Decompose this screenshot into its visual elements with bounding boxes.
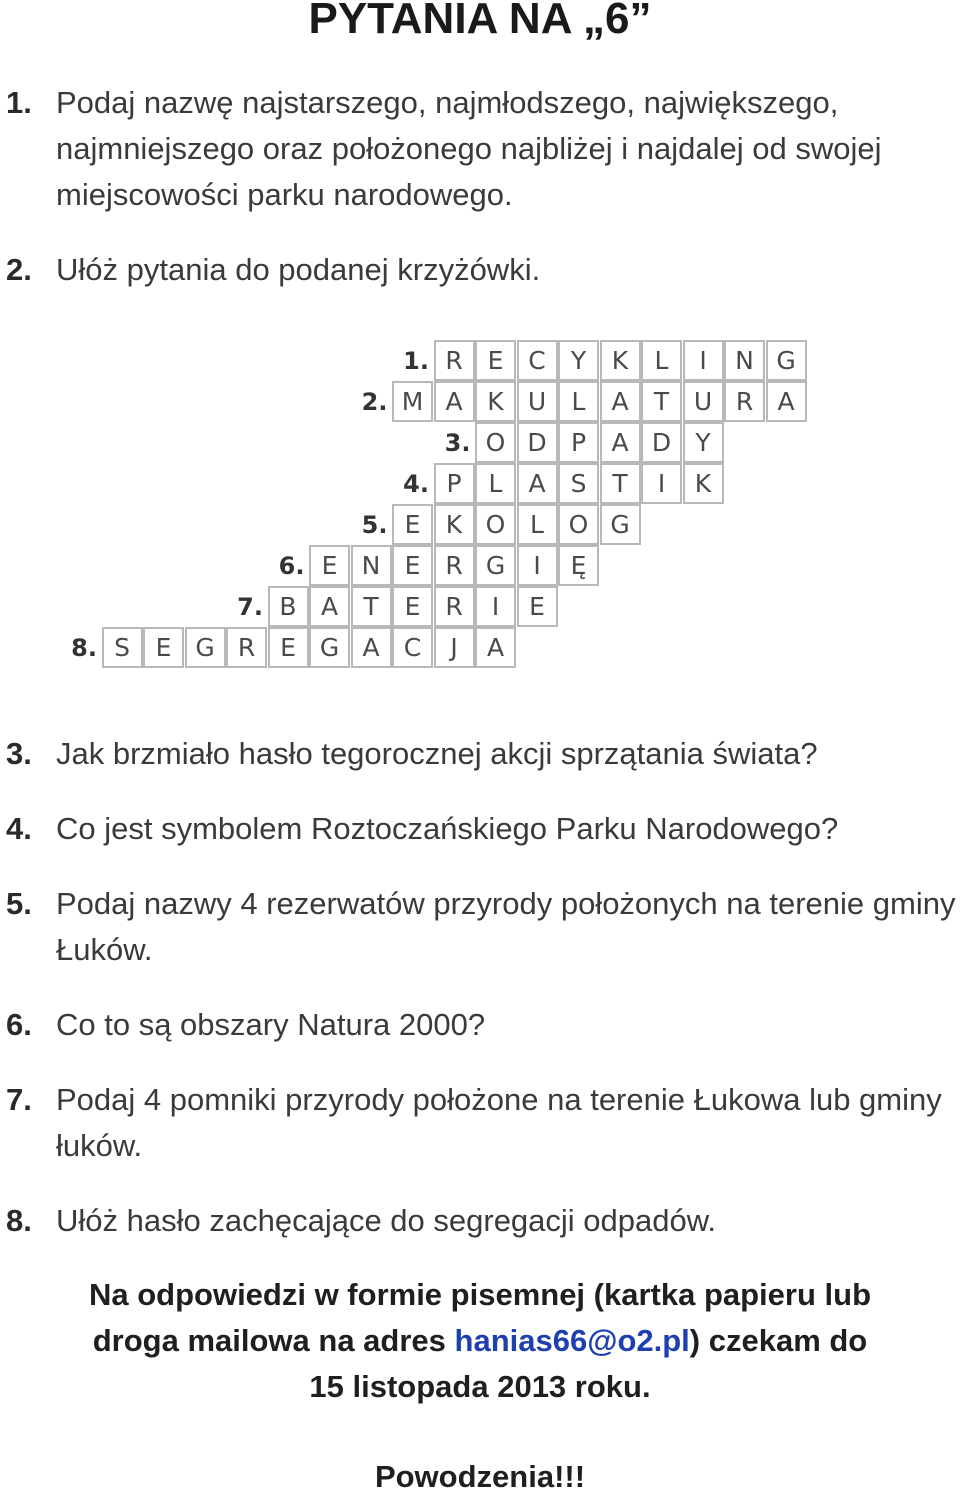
question-number: 2. — [6, 252, 32, 287]
crossword-cell: E — [268, 627, 309, 668]
crossword-cell: G — [475, 545, 516, 586]
email-link[interactable]: hanias66@o2.pl — [454, 1323, 690, 1358]
question-3 — [6, 731, 956, 777]
crossword-cell: L — [558, 381, 599, 422]
crossword-cell: T — [600, 463, 641, 504]
crossword-cell: S — [558, 463, 599, 504]
question-5 — [6, 881, 956, 973]
crossword-cell: M — [392, 381, 433, 422]
crossword-cell: N — [351, 545, 392, 586]
crossword-cell: G — [309, 627, 350, 668]
crossword-cell: A — [434, 381, 475, 422]
crossword-cell: R — [226, 627, 267, 668]
question-number: 3. — [6, 736, 32, 771]
question-8 — [6, 1198, 956, 1244]
crossword-cell: D — [641, 422, 682, 463]
question-text: Podaj 4 pomniki przyrody położone na terenie Łukowa lub gminy łuków. — [56, 1082, 942, 1163]
crossword-cell: U — [517, 381, 558, 422]
question-6 — [6, 1002, 956, 1048]
good-luck-text: Powodzenia!!! — [374, 1459, 586, 1494]
crossword-cell: O — [475, 422, 516, 463]
question-number: 7. — [6, 1082, 32, 1117]
page-title: PYTANIA NA „6” — [308, 0, 652, 43]
crossword-cell: R — [434, 545, 475, 586]
crossword-cell: I — [517, 545, 558, 586]
crossword-cell: E — [475, 340, 516, 381]
crossword-row-number: 2. — [361, 387, 388, 416]
crossword-cell: K — [434, 504, 475, 545]
crossword-cell: E — [309, 545, 350, 586]
crossword-cell: O — [475, 504, 516, 545]
crossword-cell: A — [600, 381, 641, 422]
question-2 — [6, 247, 956, 293]
crossword-cell: S — [102, 627, 143, 668]
crossword-cell: O — [558, 504, 599, 545]
crossword-cell: Y — [683, 422, 724, 463]
crossword-cell: G — [600, 504, 641, 545]
crossword-row-number: 5. — [361, 510, 388, 539]
crossword-cell: K — [600, 340, 641, 381]
crossword-cell: A — [766, 381, 807, 422]
crossword-cell: I — [475, 586, 516, 627]
question-4 — [6, 806, 956, 852]
crossword-cell: Y — [558, 340, 599, 381]
crossword-row-number: 7. — [237, 592, 263, 621]
crossword-cell: L — [475, 463, 516, 504]
crossword-row-number: 1. — [403, 346, 429, 375]
crossword-cell: E — [392, 545, 433, 586]
crossword-cell: A — [600, 422, 641, 463]
crossword-cell: A — [517, 463, 558, 504]
crossword-cell: K — [683, 463, 724, 504]
question-number: 5. — [6, 886, 32, 921]
crossword-cell: C — [392, 627, 433, 668]
question-number: 6. — [6, 1007, 32, 1042]
crossword-cell: R — [434, 586, 475, 627]
crossword-row-number: 6. — [278, 551, 305, 580]
crossword-cell: P — [434, 463, 475, 504]
crossword-cell: A — [309, 586, 350, 627]
crossword-cell: P — [558, 422, 599, 463]
crossword-row-number: 3. — [444, 428, 471, 457]
crossword-cell: E — [392, 586, 433, 627]
question-text: Co jest symbolem Roztoczańskiego Parku Narodowego? — [56, 811, 839, 846]
crossword-cell: R — [724, 381, 765, 422]
crossword-cell: T — [641, 381, 682, 422]
crossword-cell: E — [517, 586, 558, 627]
submission-line — [0, 1318, 960, 1364]
question-text: Ułóż hasło zachęcające do segregacji odpadów. — [56, 1203, 717, 1238]
crossword-cell: J — [434, 627, 475, 668]
crossword-cell: E — [392, 504, 433, 545]
crossword-cell: A — [351, 627, 392, 668]
crossword-row-number: 4. — [403, 469, 429, 498]
crossword-puzzle — [60, 340, 795, 670]
crossword-cell: R — [434, 340, 475, 381]
crossword-cell: A — [475, 627, 516, 668]
crossword-cell: N — [724, 340, 765, 381]
question-text: Podaj nazwę najstarszego, najmłodszego, największego, najmniejszego oraz położonego najbliżej i najdalej od swojej miejscowości parku narodowego. — [56, 85, 882, 212]
crossword-cell: L — [641, 340, 682, 381]
crossword-cell: G — [766, 340, 807, 381]
question-text: Podaj nazwy 4 rezerwatów przyrody położonych na terenie gminy Łuków. — [56, 886, 956, 967]
crossword-cell: I — [641, 463, 682, 504]
submission-line: Na odpowiedzi w formie pisemnej (kartka papieru lub — [88, 1277, 872, 1312]
submission-text: ) czekam do — [689, 1323, 868, 1358]
question-number: 8. — [6, 1203, 32, 1238]
question-text: Ułóż pytania do podanej krzyżówki. — [56, 252, 541, 287]
crossword-cell: B — [268, 586, 309, 627]
crossword-cell: L — [517, 504, 558, 545]
submission-note — [0, 1272, 960, 1410]
crossword-cell: T — [351, 586, 392, 627]
question-number: 4. — [6, 811, 32, 846]
crossword-row-number: 8. — [71, 633, 97, 662]
crossword-cell: C — [517, 340, 558, 381]
question-text: Co to są obszary Natura 2000? — [56, 1007, 486, 1042]
deadline-line: 15 listopada 2013 roku. — [309, 1369, 651, 1404]
crossword-cell: G — [185, 627, 226, 668]
question-1 — [6, 80, 956, 218]
crossword-cell: Ę — [558, 545, 599, 586]
crossword-cell: K — [475, 381, 516, 422]
question-number: 1. — [6, 85, 32, 120]
question-text: Jak brzmiało hasło tegorocznej akcji sprzątania świata? — [56, 736, 818, 771]
crossword-cell: U — [683, 381, 724, 422]
crossword-cell: I — [683, 340, 724, 381]
crossword-cell: E — [143, 627, 184, 668]
submission-text: droga mailowa na adres — [92, 1323, 455, 1358]
crossword-cell: D — [517, 422, 558, 463]
question-7 — [6, 1077, 956, 1169]
